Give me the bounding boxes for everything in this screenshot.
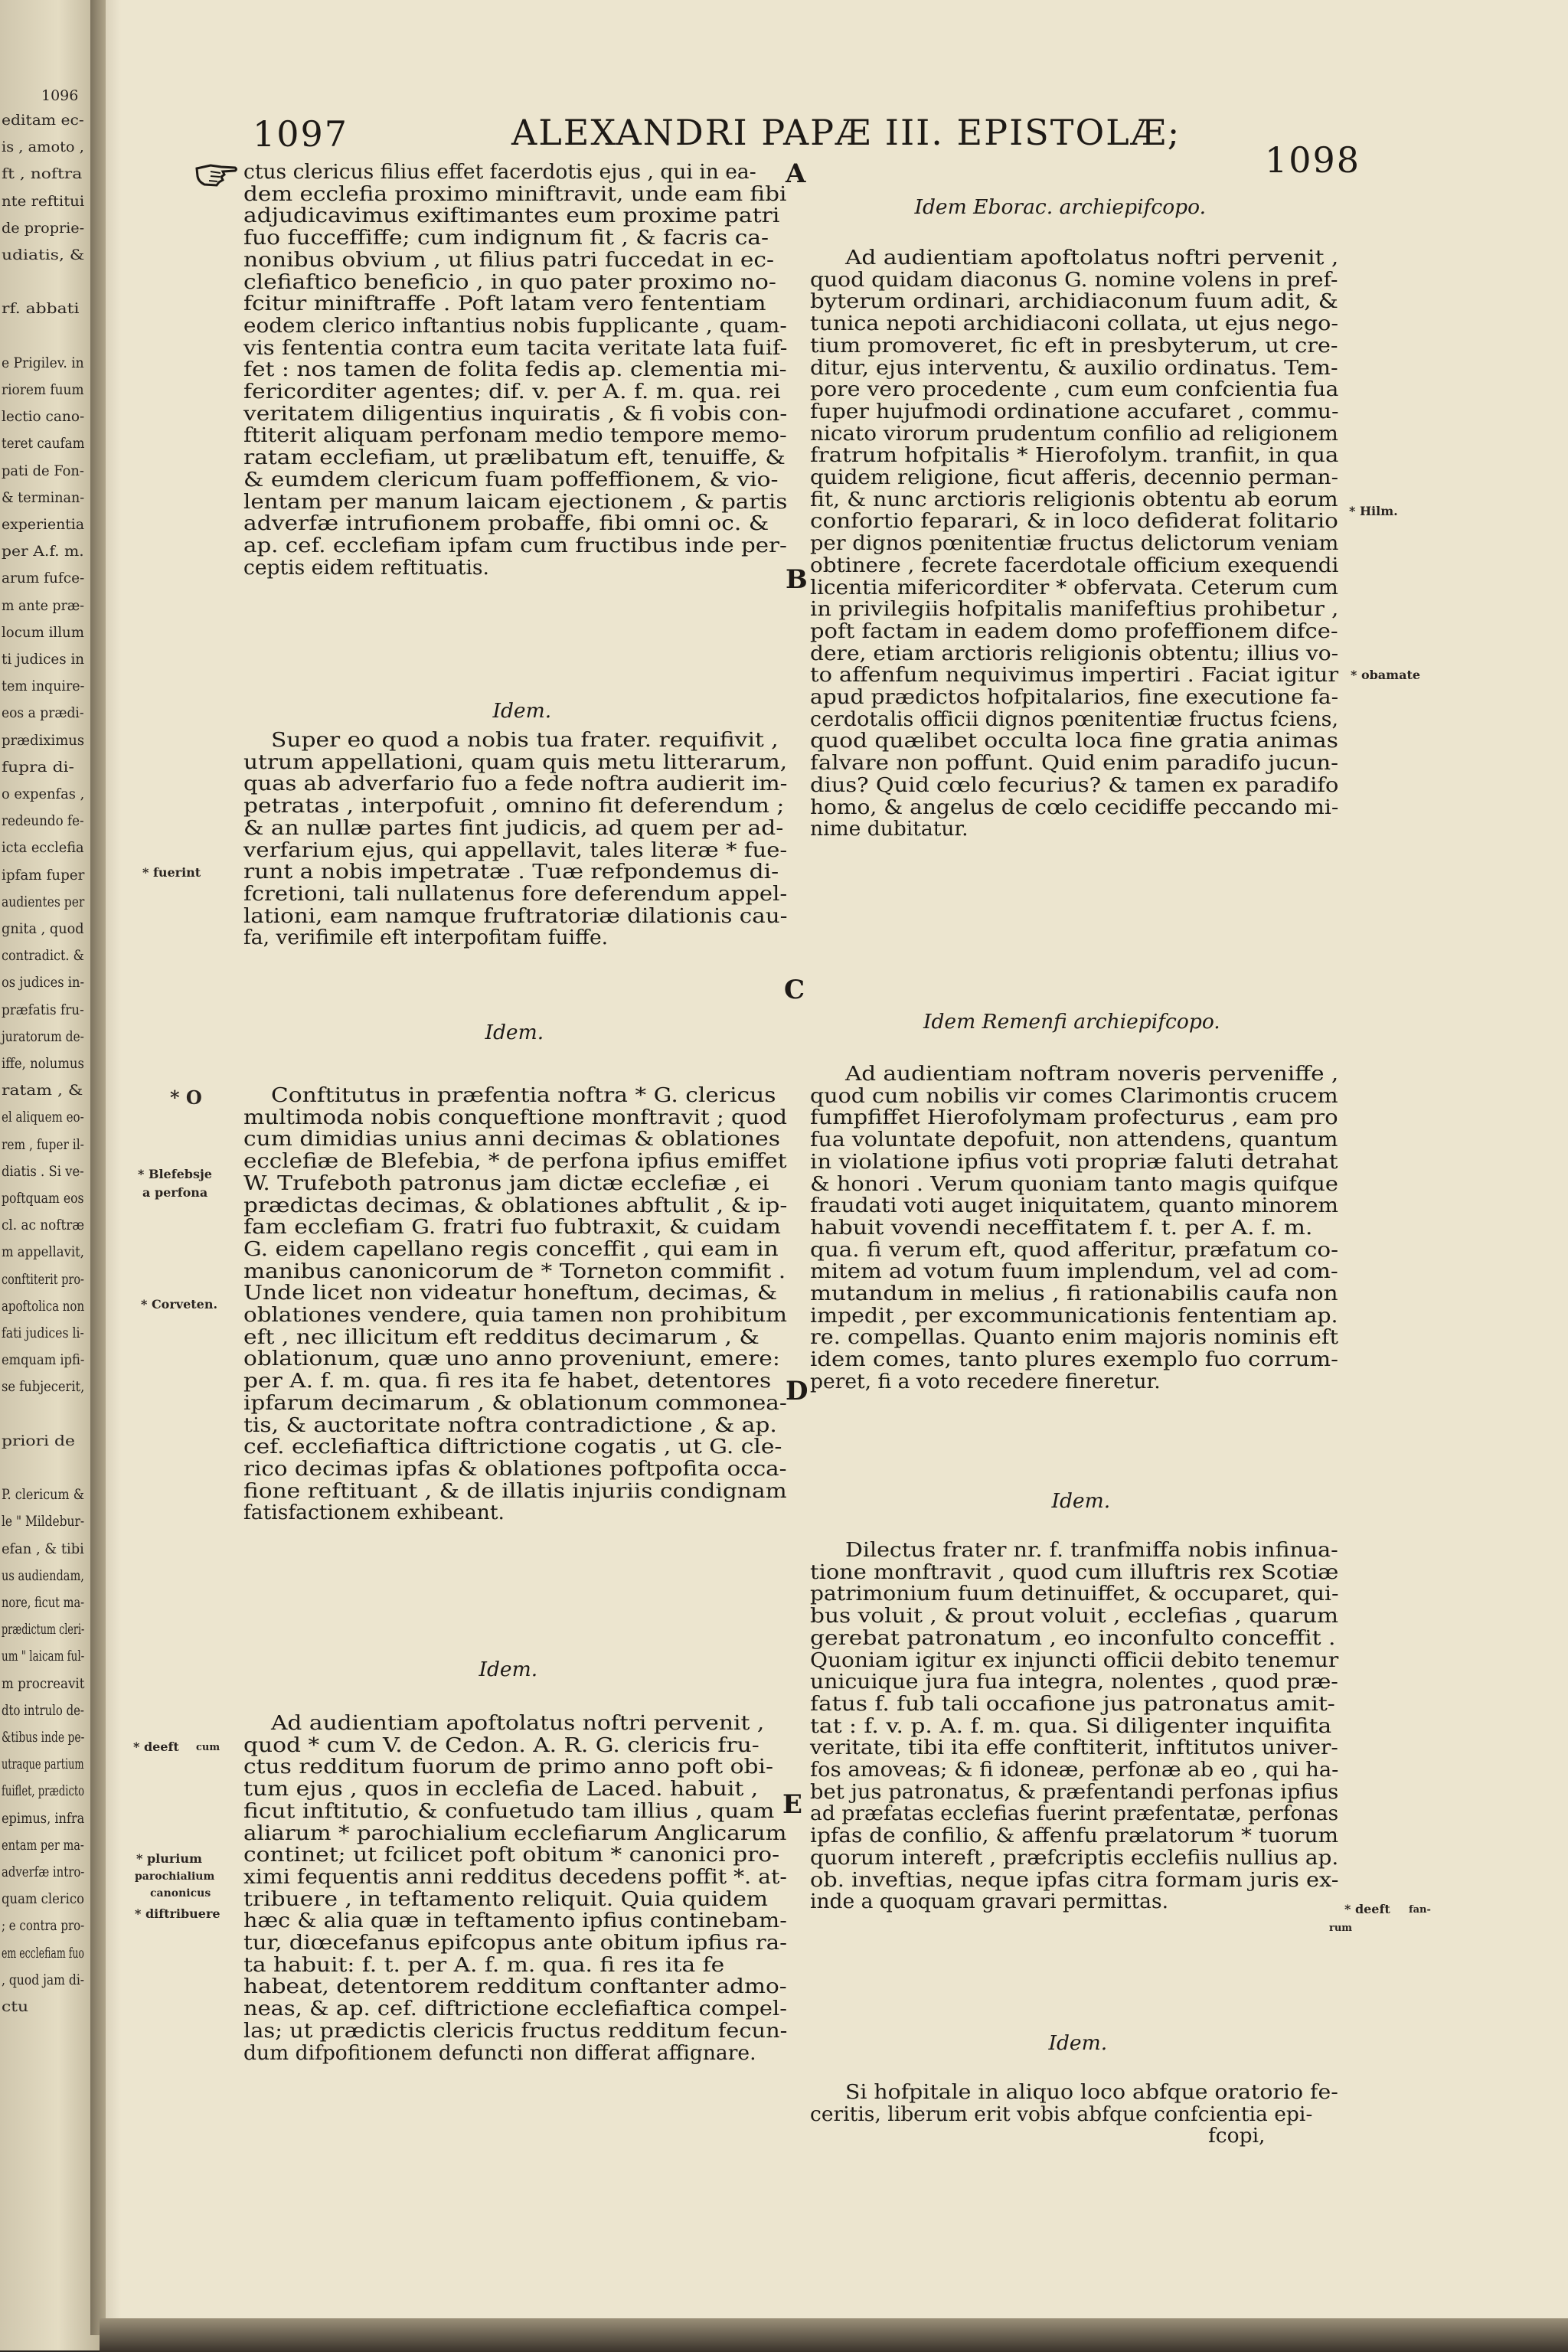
text-line: cum dimidias unius anni decimas & oblationes — [243, 1127, 780, 1152]
text-line: impedit , per excommunicationis fententiam ap. — [810, 1303, 1338, 1328]
text-line: oblationes vendere, quia tamen non prohibitum — [243, 1303, 788, 1327]
left-page-line: priori de — [2, 1432, 75, 1449]
left-page-line: pati de Fon- — [2, 462, 84, 479]
text-line: ta habuit: f. t. per A. f. m. qua. fi res ita fe — [243, 1952, 725, 1977]
text-line: utrum appellationi, quam quis metu litterarum, — [243, 750, 788, 774]
margin-note-o: * O — [170, 1086, 202, 1109]
section-letter: E — [782, 1789, 802, 1820]
left-page-line: per A.f. m. — [2, 543, 84, 560]
left-page-line: os judices in- — [2, 974, 85, 991]
margin-note-distribuere: * diftribuere — [135, 1906, 220, 1921]
text-line: confortio feparari, & in loco defiderat folitario — [810, 509, 1338, 534]
left-page-line: nte reftitui — [2, 192, 85, 210]
margin-note-obamate: * obamate — [1351, 668, 1421, 682]
text-line: rico decimas ipfas & oblationes poftpofita occa- — [243, 1456, 787, 1481]
left-page-line: P. clericum & — [2, 1486, 84, 1504]
text-line: Super eo quod a nobis tua frater. requifivit , — [271, 728, 779, 752]
left-page-line: ft , noftra — [2, 165, 83, 183]
text-line: Ad audientiam apoftolatus noftri pervenit , — [271, 1711, 765, 1735]
left-page-line: juratorum de- — [2, 1027, 84, 1045]
text-line: ctus clericus filius effet facerdotis ejus , qui in ea- — [243, 160, 756, 184]
text-line: aliarum * parochialium ecclefiarum Anglicarum — [243, 1821, 787, 1845]
text-line: ipfas de confilio, & affenfu prælatorum * tuorum — [810, 1824, 1339, 1848]
text-line: fratrum hofpitalis * Hierofolym. tranfiit, in qua — [810, 443, 1339, 468]
margin-note-deest-right-2: fan- — [1409, 1904, 1431, 1916]
text-line: re. compellas. Quanto enim majoris nominis eft — [810, 1325, 1339, 1350]
text-line: Conftitutus in præfentia noftra * G. clericus — [271, 1083, 776, 1107]
left-page-line: ipfam fuper — [2, 866, 85, 884]
text-line: nicato virorum prudentum confilio ad religionem — [810, 421, 1338, 446]
text-line: fam ecclefiam G. fratri fuo fubtraxit, & cuidam — [243, 1215, 781, 1240]
text-line: bet jus patronatus, & præfentandi perfonas ipfius — [810, 1779, 1339, 1804]
margin-note-deest-2: cum — [196, 1742, 220, 1753]
left-page-line: eos a prædi- — [2, 704, 84, 722]
left-page-line: riorem fuum — [2, 381, 84, 398]
text-line: lentam per manum laicam ejectionem , & partis — [243, 489, 788, 514]
left-page-line: epimus, infra — [2, 1809, 85, 1827]
text-line: ximi fequentis anni redditus decedens poffit *. at- — [243, 1864, 787, 1889]
text-line: lationi, eam namque fruftratoriæ dilationis cau- — [243, 903, 788, 928]
margin-note-deest-right-3: rum — [1329, 1922, 1353, 1934]
left-page-line: adverfæ intro- — [2, 1864, 85, 1880]
left-page-line: icta ecclefia — [2, 839, 84, 857]
text-line: fos amoveas; & fi idoneæ, perfonæ ab eo , qui ha- — [810, 1758, 1339, 1782]
left-page-line: arum fufce- — [2, 570, 85, 587]
text-line: fraudati voti auget iniquitatem, quanto minorem — [810, 1194, 1339, 1218]
left-page-line: prædiximus — [2, 731, 85, 749]
left-page-line: o expenfas , — [2, 786, 85, 802]
left-page-line: editam ec- — [2, 112, 84, 129]
text-line: vis fententia contra eum tacita veritate lata fuif- — [243, 335, 788, 360]
text-line: dius? Quid cœlo fecurius? & tamen ex paradifo — [810, 773, 1339, 797]
left-page-line: udiatis, & — [2, 247, 85, 263]
text-line: cerdotalis officii dignos pœnitentiæ fructus fciens, — [810, 707, 1339, 731]
text-line: verfarium ejus, qui appellavit, tales literæ * fue- — [243, 838, 788, 862]
left-page-line: lectio cano- — [2, 408, 85, 426]
left-page-line: experientia — [2, 516, 85, 533]
left-page-line: us audiendam, — [2, 1566, 84, 1584]
text-line: eodem clerico inftantius nobis fupplicante , quam- — [243, 313, 787, 338]
text-line: byterum ordinari, archidiaconum fuum adit, & — [810, 289, 1338, 314]
text-line: fa, verifimile eft interpofitam fuiffe. — [243, 926, 609, 950]
text-line: tium promoveret, fic eft in presbyterum, ut cre- — [810, 333, 1338, 358]
text-line: Quoniam igitur ex injuncti officii debito tenemur — [810, 1648, 1339, 1672]
text-line: multimoda nobis conqueftione monftravit ; quod — [243, 1105, 788, 1129]
text-line: dem ecclefia proximo miniftravit, unde eam fibi — [243, 181, 787, 206]
text-line: per A. f. m. qua. fi res ita fe habet, detentores — [243, 1369, 772, 1393]
left-page-line: ratam , & — [2, 1082, 83, 1099]
margin-note-hilm: * Hilm. — [1349, 504, 1398, 518]
left-page-number: 1096 — [41, 87, 79, 104]
text-line: Ad audientiam apoftolatus noftri pervenit , — [845, 246, 1339, 270]
text-line: & honori . Verum quoniam tanto magis quifque — [810, 1171, 1338, 1196]
text-line: homo, & angelus de cœlo cecidiffe peccando mi- — [810, 795, 1339, 819]
left-page-line: rf. abbati — [2, 300, 80, 318]
left-page-line: & terminan- — [2, 488, 85, 506]
left-page-line: &tibus inde pe- — [2, 1729, 85, 1746]
text-line: tur, diœcefanus epifcopus ante obitum ipfius ra- — [243, 1931, 787, 1955]
text-line: G. eidem capellano regis conceffit , qui eam in — [243, 1236, 779, 1261]
text-line: pore vero procedente , cum eum confcientia fua — [810, 377, 1339, 402]
text-line: tis, & auctoritate noftra contradictione , & ap. — [243, 1413, 777, 1437]
text-line: fit, & nunc arctioris religionis obtentu ab eorum — [810, 487, 1338, 511]
left-page-line: is , amoto , — [2, 139, 84, 156]
text-line: poft factam in eadem domo profeffionem difce- — [810, 619, 1338, 643]
section-letter: A — [786, 158, 806, 189]
left-page-line: m procreavit — [2, 1674, 85, 1692]
text-line: oblationum, quæ uno anno proveniunt, emere: — [243, 1347, 780, 1371]
text-line: fcopi, — [1208, 2124, 1266, 2148]
section-heading: Idem Remenfi archiepifcopo. — [923, 1010, 1220, 1034]
section-heading: Idem Eborac. archiepifcopo. — [914, 195, 1207, 219]
text-line: quod quælibet occulta loca fine gratia animas — [810, 729, 1338, 753]
text-line: fatus f. fub tali occafione jus patronatus amit- — [810, 1691, 1335, 1716]
section-letter: B — [786, 564, 808, 595]
text-line: quod * cum V. de Cedon. A. R. G. clericis fru- — [243, 1733, 760, 1757]
left-page-line: diatis . Si ve- — [2, 1162, 84, 1180]
section-letter: D — [786, 1376, 808, 1406]
text-line: mitem ad votum fuum implendum, vel ad com- — [810, 1259, 1338, 1284]
text-line: quorum intereft , præfcriptis ecclefiis nullius ap. — [810, 1845, 1339, 1870]
left-page-line: locum illum — [2, 623, 84, 641]
text-line: mutandum in melius , fi rationabilis caufa non — [810, 1282, 1338, 1305]
text-line: ditur, ejus interventu, & auxilio ordinatus. Tem- — [810, 355, 1338, 380]
page-number-left: 1097 — [253, 113, 349, 155]
text-line: fumpfiffet Hierofolymam profecturus , eam pro — [810, 1106, 1338, 1130]
left-page-line: e Prigilev. in — [2, 354, 84, 371]
text-line: Dilectus frater nr. f. tranfmiffa nobis infinua- — [845, 1538, 1338, 1562]
left-page-line: ; e contra pro- — [2, 1917, 85, 1935]
text-line: gerebat patronatum , eo inconfulto conceffit . — [810, 1625, 1336, 1650]
text-line: tum ejus , quos in ecclefia de Laced. habuit , — [243, 1777, 759, 1802]
text-line: quas ab adverfario fuo a fede noftra audierit im- — [243, 772, 788, 796]
text-line: tione monftravit , quod cum illuftris rex Scotiæ — [810, 1560, 1339, 1584]
text-line: inde a quoquam gravari permittas. — [810, 1890, 1169, 1914]
text-line: ecclefiæ de Blefebia, * de perfona ipfius emiffet — [243, 1149, 787, 1174]
text-line: veritatem diligentius inquiratis , & fi vobis con- — [243, 401, 788, 426]
left-page-line: poftquam eos — [2, 1190, 84, 1207]
left-page-line: quam clerico — [2, 1890, 84, 1908]
text-line: quidem religione, ficut afferis, decennio perman- — [810, 466, 1338, 489]
left-page-line: nore, ficut ma- — [2, 1594, 85, 1611]
text-line: runt a nobis impetratæ . Tuæ refpondemus di- — [243, 860, 779, 884]
text-line: dere, etiam arctioris religionis obtentu; illius vo- — [810, 641, 1339, 665]
text-line: qua. fi verum eft, quod afferitur, præfatum co- — [810, 1237, 1339, 1262]
text-line: quod quidam diaconus G. nomine volens in pref- — [810, 267, 1338, 292]
left-page-line: fupra di- — [2, 758, 74, 776]
text-line: ceptis eidem reftituatis. — [243, 555, 489, 580]
text-line: peret, fi a voto recedere fineretur. — [810, 1369, 1161, 1393]
text-line: fione reftituant , & de illatis injuriis condignam — [243, 1478, 787, 1503]
text-line: falvare non poffunt. Quid enim paradifo jucun- — [810, 751, 1339, 776]
text-line: fuo fucceffiffe; cum indignum fit , & facris ca- — [243, 226, 769, 250]
left-page-line: emquam ipfi- — [2, 1351, 85, 1369]
text-line: & eumdem clericum fuam poffeffionem, & vio- — [243, 467, 779, 492]
section-heading: Idem. — [492, 699, 552, 723]
text-line: fua voluntate depofuit, non attendens, quantum — [810, 1128, 1338, 1152]
text-line: to affenfum nequivimus impertiri . Faciat igitur — [810, 663, 1339, 688]
text-line: las; ut prædictis clericis fructus redditum fecun- — [243, 2018, 788, 2043]
left-page-line: efan , & tibi — [2, 1540, 84, 1557]
text-line: ipfarum decimarum , & oblationum commonea- — [243, 1390, 787, 1415]
left-page-line: iffe, nolumus — [2, 1055, 84, 1072]
text-line: adverfæ intrufionem probaffe, fibi omni oc. & — [243, 511, 769, 536]
left-page-line: entam per ma- — [2, 1836, 84, 1854]
text-line: fericorditer agentes; dif. v. per A. f. m. qua. rei — [243, 380, 781, 403]
text-line: ad præfatas ecclefias fuerint præfentatæ, perfonas — [810, 1802, 1339, 1826]
left-page-line: contradict. & — [2, 947, 84, 965]
left-page-line: rem , fuper il- — [2, 1135, 84, 1153]
left-page-line: um " laicam ful- — [2, 1648, 85, 1665]
text-line: Unde licet non videatur honeftum, decimas, & — [243, 1281, 778, 1305]
text-line: eft , nec illicitum eft redditus decimarum , & — [243, 1325, 760, 1349]
text-line: veritate, tibi ita effe conftiterit, inftitutos univer- — [810, 1736, 1338, 1760]
text-line: continet; ut fcilicet poft obitum * canonici pro- — [243, 1843, 780, 1867]
text-line: apud prædictos hofpitalarios, fine executione fa- — [810, 685, 1339, 709]
text-line: in privilegiis hofpitalis manifeftius prohibetur , — [810, 597, 1339, 622]
section-letter: C — [784, 975, 805, 1005]
text-line: habeat, detentorem redditum conftanter admo- — [243, 1975, 787, 1999]
left-page-line: audientes per — [2, 893, 85, 910]
left-page-line: conftiterit pro- — [2, 1270, 84, 1288]
text-line: ftiterit aliquam perfonam medio tempore memo- — [243, 423, 787, 448]
book-gutter — [90, 0, 121, 2335]
text-line: obtinere , fecrete facerdotale officium exequendi — [810, 553, 1339, 577]
text-line: idem comes, tanto plures exemplo fuo corrum- — [810, 1348, 1338, 1372]
margin-note-deest: * deeft — [133, 1740, 179, 1754]
left-page-line: el aliquem eo- — [2, 1109, 84, 1126]
text-line: hæc & alia quæ in teftamento ipfius continebam- — [243, 1909, 787, 1933]
text-line: nime dubitatur. — [810, 817, 969, 841]
text-line: fcretioni, tali nullatenus fore deferendum appel- — [243, 881, 788, 906]
page-number-right: 1098 — [1265, 139, 1361, 181]
section-heading: Idem. — [485, 1021, 544, 1044]
text-line: ob. inveftias, neque ipfas citra formam juris ex- — [810, 1867, 1339, 1892]
margin-note-plurium-3: canonicus — [150, 1887, 211, 1900]
text-line: tunica nepoti archidiaconi collata, ut ejus nego- — [810, 312, 1338, 336]
left-page-line: tem inquire- — [2, 678, 85, 695]
left-page-line: præfatis fru- — [2, 1001, 84, 1018]
left-page-line: utraque partium — [2, 1756, 84, 1773]
text-line: ratam ecclefiam, ut prælibatum eft, tenuiffe, & — [243, 446, 786, 470]
text-line: fet : nos tamen de folita fedis ap. clementia mi- — [243, 358, 787, 382]
left-page-line: le " Mildebur- — [2, 1513, 85, 1530]
left-page-line: gnita , quod — [2, 920, 84, 937]
margin-note-blesebsie: * Blefebsje — [138, 1167, 212, 1181]
margin-note-plurium-2: parochialium — [135, 1870, 215, 1883]
left-page-line: , quod jam di- — [2, 1971, 85, 1988]
text-line: licentia mifericorditer * obfervata. Ceterum cum — [810, 575, 1338, 599]
text-line: dum difpofitionem defuncti non differat affignare. — [243, 2040, 756, 2065]
text-line: manibus canonicorum de * Torneton commifit . — [243, 1259, 786, 1283]
left-page-line: em ecclefiam fuo — [2, 1944, 84, 1962]
text-line: Ad audientiam noftram noveris perveniffe , — [845, 1062, 1339, 1086]
text-line: petratas , interpofuit , omnino fit deferendum ; — [243, 794, 785, 818]
text-line: quod cum nobilis vir comes Clarimontis crucem — [810, 1083, 1338, 1108]
running-title: ALEXANDRI PAPÆ III. EPISTOLÆ; — [511, 112, 1181, 153]
text-line: W. Trufeboth patronus jam dictæ ecclefiæ , ei — [243, 1171, 769, 1195]
text-line: clefiaftico beneficio , in quo pater proximo no- — [243, 270, 776, 294]
text-line: & an nullæ partes fint judicis, ad quem per ad- — [243, 815, 784, 840]
margin-note-blesebsie-2: a perfona — [142, 1185, 208, 1200]
text-line: ctus redditum fuorum de primo anno poft obi- — [243, 1755, 774, 1779]
text-line: ap. cef. ecclefiam ipfam cum fructibus inde per- — [243, 533, 787, 557]
left-page-line: prædictum cleri- — [2, 1621, 85, 1638]
text-line: habuit vovendi neceffitatem f. t. per A. f. m. — [810, 1215, 1313, 1240]
left-page-line: apoftolica non — [2, 1297, 85, 1315]
left-page-line: ti judices in — [2, 651, 85, 668]
text-line: ceritis, liberum erit vobis abfque confcientia epi- — [810, 2102, 1313, 2126]
left-page-line: fati judices li- — [2, 1325, 84, 1341]
margin-note-deest-right: * deeft — [1344, 1902, 1390, 1916]
margin-note-fuerint: * fuerint — [142, 865, 201, 880]
text-line: nonibus obvium , ut filius patri fuccedat in ec- — [243, 247, 775, 272]
text-line: per dignos pœnitentiæ fructus delictorum veniam — [810, 531, 1339, 556]
text-line: cef. ecclefiaftica diftrictione cogatis , ut G. cle- — [243, 1435, 782, 1459]
text-line: fcitur miniftraffe . Poft latam vero fententiam — [243, 292, 766, 316]
text-line: prædictas decimas, & oblationes abftulit , & ip- — [243, 1193, 788, 1217]
text-line: fatisfactionem exhibeant. — [243, 1501, 505, 1525]
section-heading: Idem. — [479, 1658, 538, 1681]
text-line: fuper hujufmodi ordinatione accufaret , commu- — [810, 399, 1339, 423]
text-line: Si hofpitale in aliquo loco abfque oratorio fe- — [845, 2080, 1338, 2104]
left-page-line: dto intrulo de- — [2, 1701, 84, 1719]
left-page-line: fuiflet, prædicto — [2, 1782, 85, 1800]
text-line: patrimonium fuum detinuiffet, & occuparet, qui- — [810, 1582, 1339, 1606]
left-page-line: ctu — [2, 1998, 29, 2015]
left-page-line: m ante præ- — [2, 596, 85, 614]
section-heading: Idem. — [1051, 1489, 1111, 1513]
text-line: ficut inftitutio, & confuetudo tam illius , quam — [243, 1798, 775, 1823]
text-line: tat : f. v. p. A. f. m. qua. Si diligenter inquifita — [810, 1713, 1332, 1738]
section-heading: Idem. — [1048, 2031, 1108, 2055]
left-page-line: cl. ac noftræ — [2, 1217, 85, 1234]
page-bottom-edge — [100, 2318, 1568, 2352]
margin-note-corveten: * Corveten. — [141, 1297, 218, 1312]
left-page-line: m appellavit, — [2, 1243, 84, 1261]
text-line: bus voluit , & prout voluit , ecclefias , quarum — [810, 1604, 1339, 1628]
text-line: adjudicavimus exiftimantes eum proxime patri — [243, 204, 780, 228]
text-line: neas, & ap. cef. diftrictione ecclefiaftica compel- — [243, 1997, 787, 2021]
margin-note-plurium: * plurium — [136, 1851, 202, 1866]
left-page-line: teret caufam — [2, 435, 85, 452]
left-page-line: se fubjecerit, — [2, 1378, 85, 1396]
text-line: tribuere , in teftamento reliquit. Quia quidem — [243, 1886, 769, 1911]
text-line: unicuique jura fua integra, nolentes , quod præ- — [810, 1670, 1338, 1694]
text-line: in violatione ipfius voti propriæ faluti detrahat — [810, 1149, 1338, 1174]
left-page-line: redeundo fe- — [2, 812, 84, 830]
left-page-line: de proprie- — [2, 219, 85, 237]
pointing-hand-icon — [195, 161, 238, 188]
